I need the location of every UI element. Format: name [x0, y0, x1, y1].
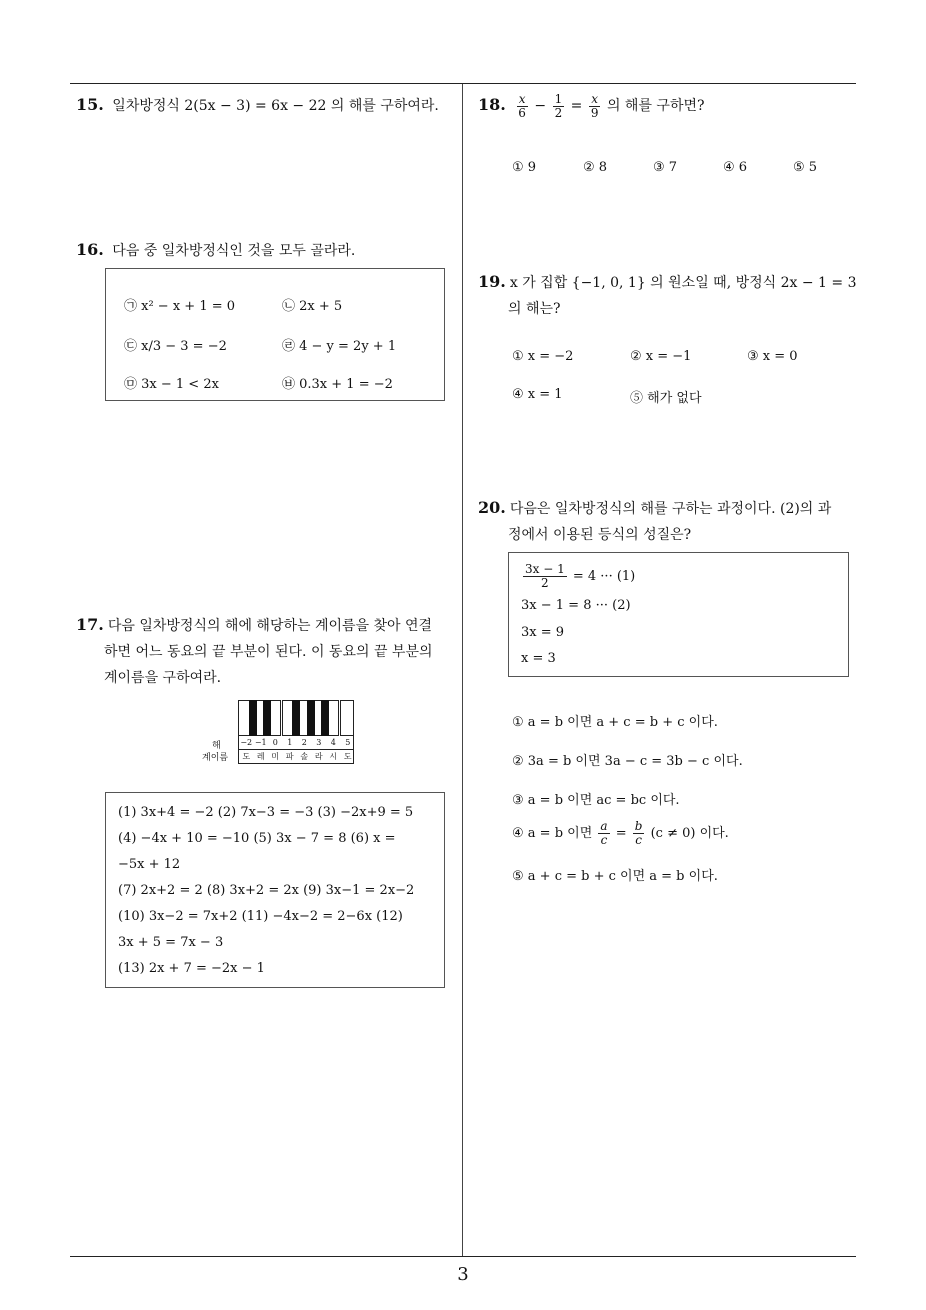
- equation-line: −5x + 12: [118, 857, 181, 872]
- piano-solution-label: 5: [345, 738, 351, 747]
- question-17: [76, 612, 460, 691]
- piano-black-key: [292, 700, 300, 736]
- question-number: 19.: [478, 272, 506, 291]
- question-text-line: 하면 어느 동요의 끝 부분이 된다. 이 동요의 끝 부분의: [104, 644, 433, 660]
- option[interactable]: ④ a = b 이면 $\frac{a}{c}$ = $\frac{b}{c}$ (c ≠ 0) 이다.: [512, 819, 729, 847]
- piano-solution-label: 1: [287, 738, 293, 747]
- piano-note-label: 파: [285, 752, 294, 761]
- option[interactable]: ③ 7: [653, 160, 678, 175]
- piano-solution-label: 2: [301, 738, 307, 747]
- question-text-line: 다음은 일차방정식의 해를 구하는 과정이다. (2)의 과: [509, 501, 832, 517]
- question-text-line: 의 해는?: [508, 301, 561, 317]
- column-divider: [462, 84, 463, 1256]
- process-box: [508, 552, 849, 677]
- equation-line: (13) 2x + 7 = −2x − 1: [118, 961, 265, 976]
- question-number: 18.: [478, 95, 506, 114]
- question-16: [76, 237, 355, 264]
- piano-label-note: 계이름: [202, 753, 229, 763]
- question-text-line: 다음 일차방정식의 해에 해당하는 계이름을 찾아 연결: [107, 618, 433, 634]
- equation-line: 3x + 5 = 7x − 3: [118, 935, 224, 950]
- option[interactable]: ⑤ a + c = b + c 이면 a = b 이다.: [512, 869, 718, 884]
- option[interactable]: ④ x = 1: [512, 387, 563, 402]
- top-rule: [70, 83, 856, 84]
- fraction: $\frac{a}{c}$: [600, 819, 608, 847]
- choice-box: [105, 268, 445, 401]
- equation-box: [105, 792, 445, 988]
- choice-item: ㉡ 2x + 5: [282, 299, 343, 314]
- piano-note-label: 솔: [300, 752, 309, 761]
- question-text: 의 해를 구하면?: [606, 98, 705, 114]
- option[interactable]: ① 9: [512, 160, 537, 175]
- choice-item: ㉣ 4 − y = 2y + 1: [282, 339, 397, 354]
- process-step: $\frac{3x - 1}{2}$ = 4 ··· (1): [525, 562, 636, 590]
- question-text: 일차방정식 2(5x − 3) = 6x − 22 의 해를 구하여라.: [112, 98, 439, 114]
- question-19: [478, 269, 863, 322]
- piano-keyboard: [238, 700, 354, 764]
- piano-figure: [200, 700, 360, 766]
- choice-item: ㉢ x/3 − 3 = −2: [124, 339, 227, 354]
- question-text: 다음 중 일차방정식인 것을 모두 골라라.: [112, 243, 356, 259]
- option[interactable]: ① x = −2: [512, 349, 574, 364]
- piano-solution-label: 3: [316, 738, 322, 747]
- question-number: 20.: [478, 498, 506, 517]
- equation-line: (1) 3x+4 = −2 (2) 7x−3 = −3 (3) −2x+9 = 5: [118, 805, 414, 820]
- fraction: $\frac{x}{6}$: [518, 91, 526, 120]
- piano-white-key: [340, 700, 354, 736]
- option[interactable]: ③ a = b 이면 ac = bc 이다.: [512, 793, 680, 808]
- option[interactable]: ① a = b 이면 a + c = b + c 이다.: [512, 715, 718, 730]
- piano-solution-label: 0: [272, 738, 278, 747]
- question-15: [76, 92, 439, 119]
- choice-item: ㉠ x² − x + 1 = 0: [124, 299, 236, 314]
- piano-note-label: 미: [271, 752, 280, 761]
- piano-black-key: [321, 700, 329, 736]
- question-number: 15.: [76, 95, 104, 114]
- piano-note-label: 라: [314, 752, 323, 761]
- question-text-line: 정에서 이용된 등식의 성질은?: [508, 527, 692, 543]
- piano-black-key: [307, 700, 315, 736]
- option[interactable]: ⑤ 해가 없다: [630, 391, 702, 406]
- piano-solution-label: −1: [254, 738, 267, 747]
- page-number: 3: [457, 1264, 469, 1285]
- bottom-rule: [70, 1256, 856, 1257]
- fraction: $\frac{b}{c}$: [634, 819, 643, 847]
- piano-label-solution: 해: [212, 741, 221, 751]
- fraction: $\frac{x}{9}$: [590, 91, 599, 120]
- piano-black-key: [263, 700, 271, 736]
- option[interactable]: ③ x = 0: [747, 349, 798, 364]
- question-text-line: 계이름을 구하여라.: [104, 670, 222, 686]
- process-step: 3x − 1 = 8 ··· (2): [521, 598, 631, 613]
- piano-solution-label: −2: [240, 738, 253, 747]
- question-number: 16.: [76, 240, 104, 259]
- equation-line: (10) 3x−2 = 7x+2 (11) −4x−2 = 2−6x (12): [118, 909, 403, 924]
- fraction: $\frac{3x - 1}{2}$: [525, 562, 565, 590]
- choice-item: ㉤ 3x − 1 < 2x: [124, 377, 219, 392]
- piano-solution-label: 4: [330, 738, 336, 747]
- equation-line: (4) −4x + 10 = −10 (5) 3x − 7 = 8 (6) x =: [118, 831, 396, 846]
- question-number: 17.: [76, 615, 104, 634]
- question-20: [478, 495, 863, 548]
- choice-item: ㉥ 0.3x + 1 = −2: [282, 377, 393, 392]
- fraction: $\frac{1}{2}$: [554, 91, 563, 120]
- option[interactable]: ② x = −1: [630, 349, 692, 364]
- option[interactable]: ② 8: [583, 160, 608, 175]
- question-text-line: x 가 집합 {−1, 0, 1} 의 원소일 때, 방정식 2x − 1 = 3: [509, 275, 857, 291]
- option[interactable]: ⑤ 5: [793, 160, 818, 175]
- piano-note-label: 레: [256, 752, 265, 761]
- question-18: 18. $\frac{x}{6}$ − $\frac{1}{2}$ = $\frac{x}{9}$ 의 해를 구하면?: [478, 91, 705, 120]
- process-step: 3x = 9: [521, 625, 565, 640]
- piano-black-key: [249, 700, 257, 736]
- option[interactable]: ④ 6: [723, 160, 748, 175]
- equation-line: (7) 2x+2 = 2 (8) 3x+2 = 2x (9) 3x−1 = 2x−2: [118, 883, 415, 898]
- process-step: x = 3: [521, 651, 556, 666]
- piano-note-label: 도: [343, 752, 352, 761]
- piano-note-label: 도: [242, 752, 251, 761]
- option[interactable]: ② 3a = b 이면 3a − c = 3b − c 이다.: [512, 754, 743, 769]
- piano-note-label: 시: [329, 752, 338, 761]
